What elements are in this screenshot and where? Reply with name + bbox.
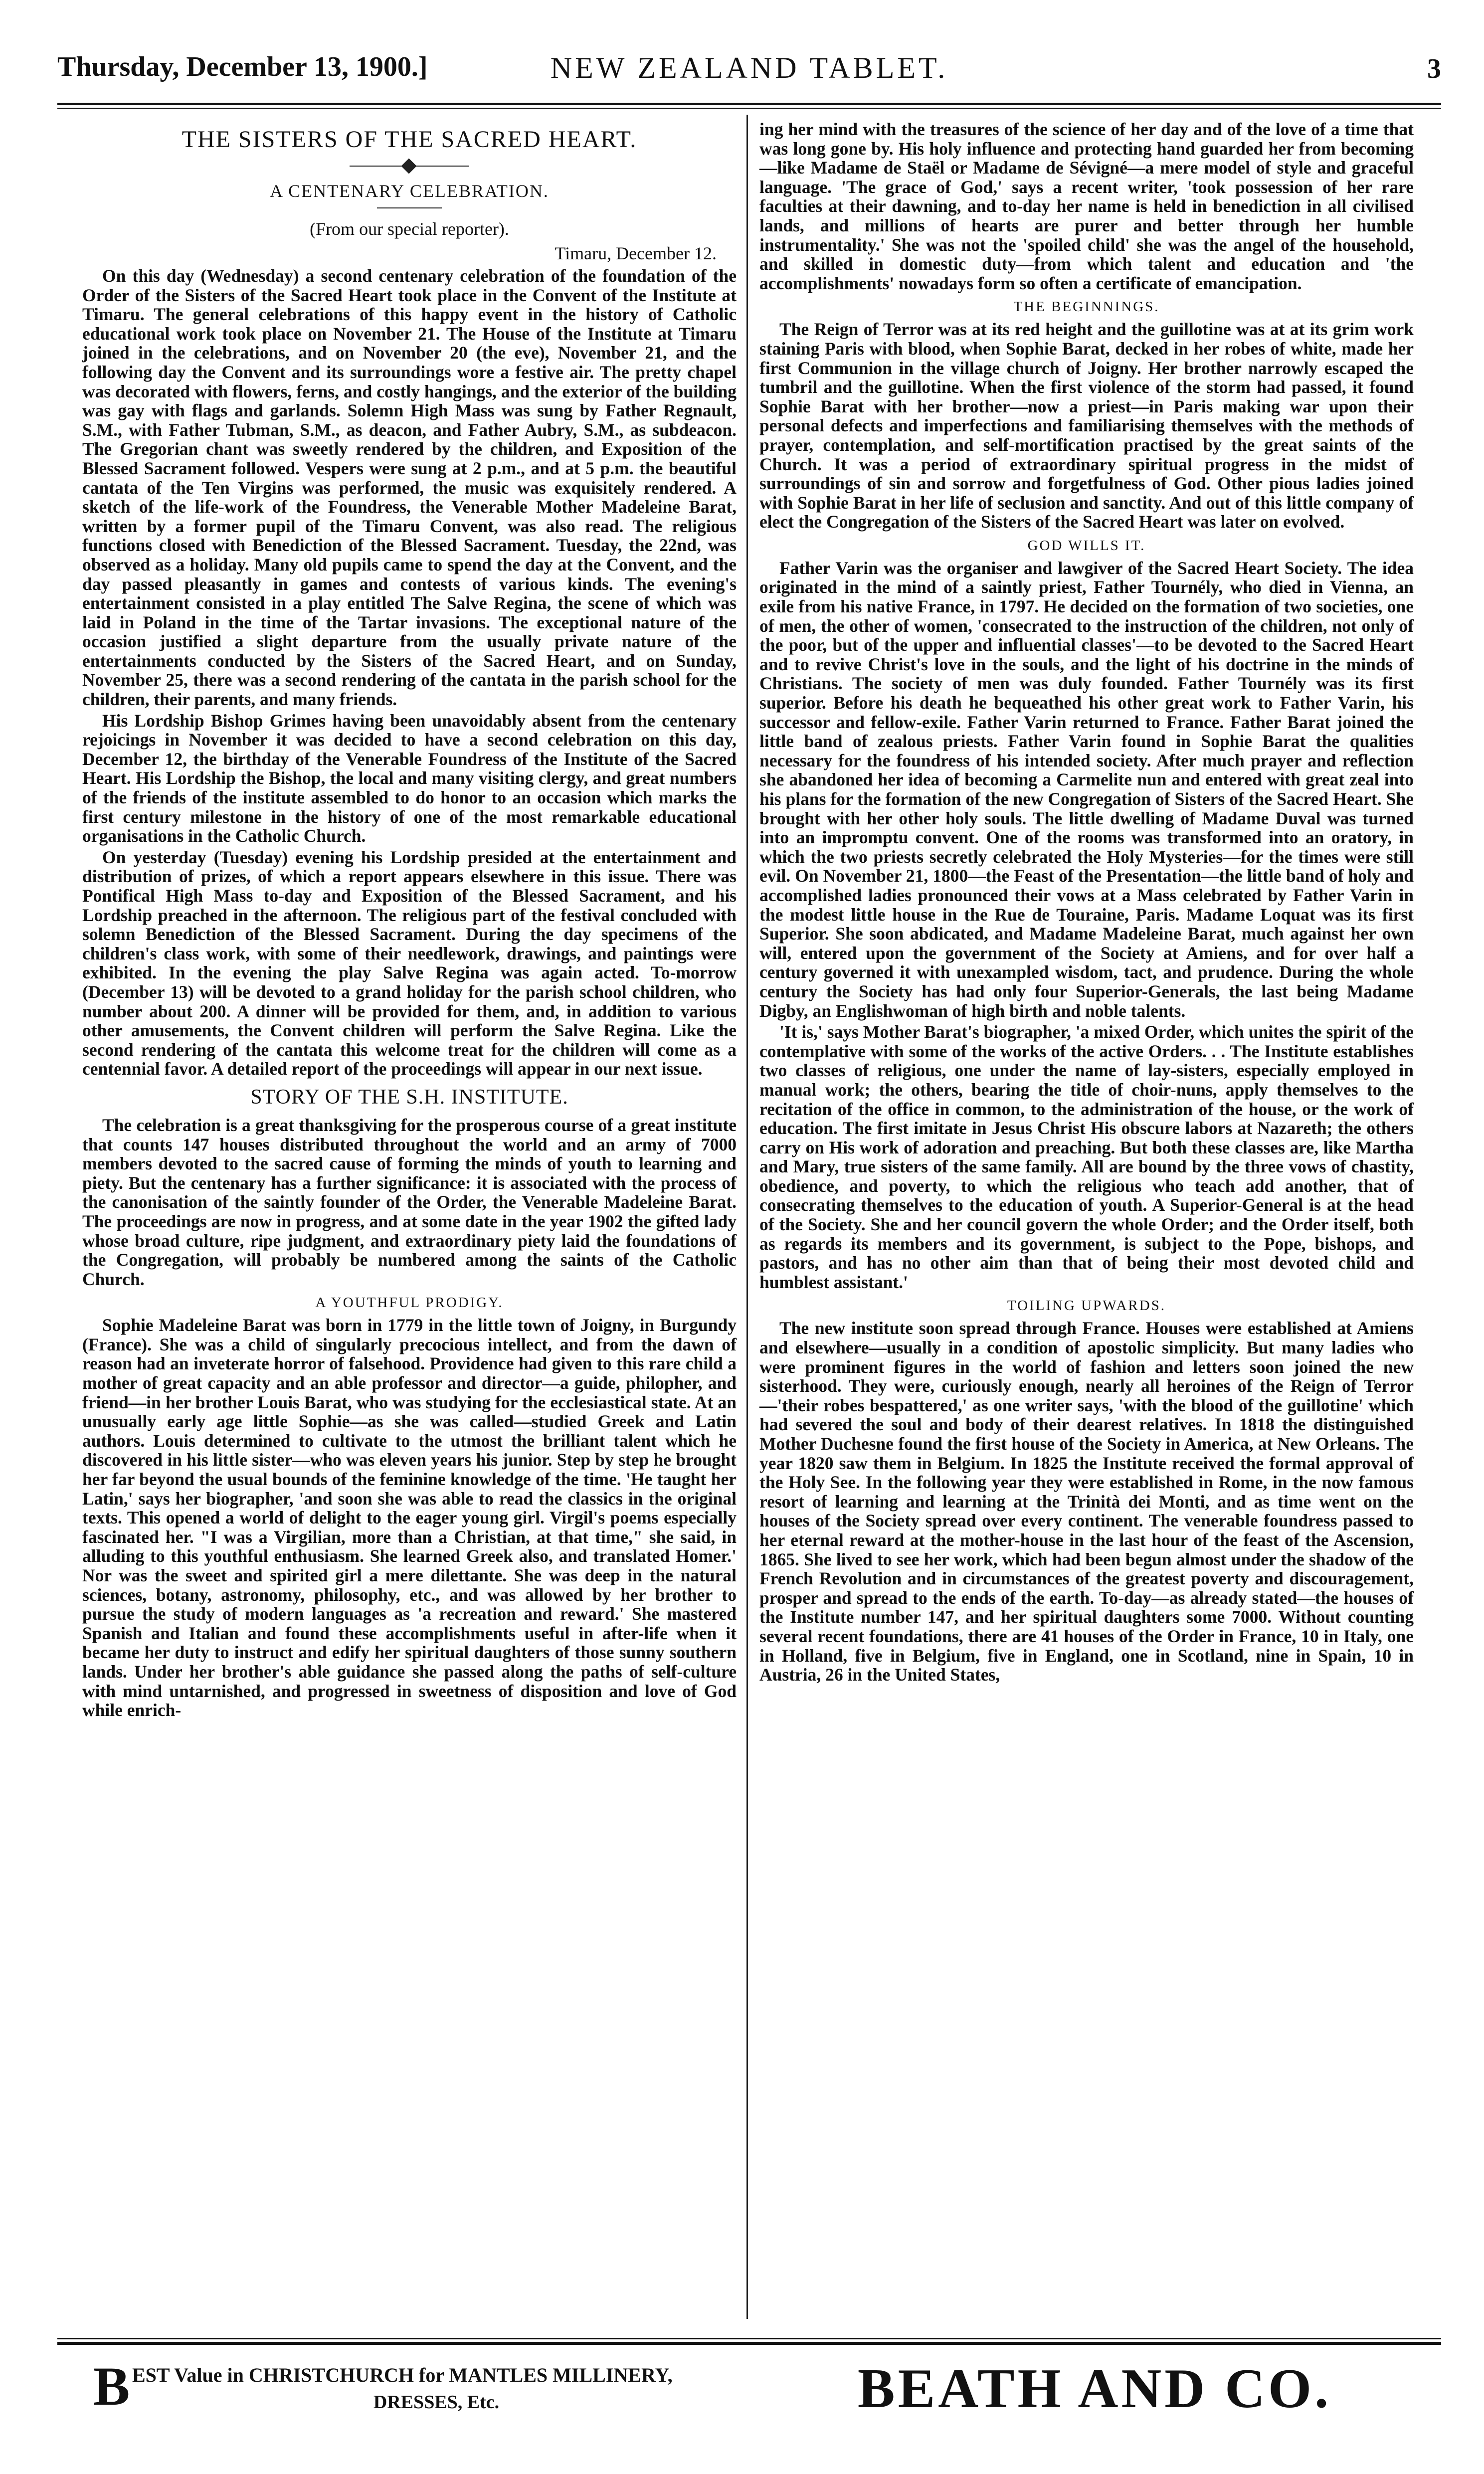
footer-rule-thick [57, 2342, 1441, 2345]
advert-initial: B [93, 2356, 130, 2417]
page-number: 3 [1427, 53, 1441, 84]
short-rule [377, 207, 442, 208]
beginnings-paragraph: The Reign of Terror was at its red height and the guillotine was at at its grim work staining Paris with blood, when Sophie Barat, decked in her robes of white, made her first Communion in the village church of Joigny. Her brother narrowly escaped the tumbril and the guillotine. When the first violence of the storm had passed, it found Sophie Barat with her brother—now a priest—in Paris making war upon their personal defects and imperfections and familiarising themselves with the methods of prayer, contemplation, and self-mortification practised by the great saints of the Church. It was a period of extraordinary spiritual progress in the midst of surroundings of sin and sorrow and forgetfulness of God. Other pious ladies joined with Sophie Barat in her life of seclusion and sanctity. And out of this little company of elect the Congregation of the Sisters of the Sacred Heart was later on evolved. [759, 319, 1414, 532]
masthead-rule-thick [57, 103, 1441, 105]
advert-text [87, 2356, 785, 2431]
advert-line-1: EST Value in CHRISTCHURCH for MANTLES MILLINERY, [132, 2364, 673, 2386]
toiling-paragraph: The new institute soon spread through France. Houses were established at Amiens and elsewhere—usually in a condition of apostolic simplicity. But many ladies who were prominent figures in the world of fashion and letters soon joined the new sisterhood. They were, curiously enough, nearly all heroines of the Reign of Terror—'their robes bespattered,' as one writer says, 'with the blood of the guillotine' which had severed the soul and body of their dearest relatives. In 1818 the distinguished Mother Duchesne found the first house of the Society in America, at New Orleans. The year 1820 saw them in Belgium. In 1825 the Institute received the formal approval of the Holy See. In the following year they were established in Rome, in the now famous resort of learning and learning at the Trinità dei Monti, and as time went on the houses of the Society spread over every continent. The venerable foundress passed to her eternal reward at the mother-house in the last hour of the feast of the Ascension, 1865. She lived to see her work, which had been begun almost under the shadow of the French Revolution and in circumstances of the greatest poverty and discouragement, prosper and spread to the ends of the earth. To-day—as already stated—the houses of the Institute number 147, and her spiritual daughters some 7000. Without counting several recent foundations, there are 41 houses of the Order in France, 10 in Italy, one in Holland, five in Belgium, five in England, one in Scotland, nine in Spain, 10 in Austria, 26 in the United States, [759, 1318, 1414, 1685]
masthead-rule-thin [57, 108, 1441, 109]
ornamental-rule [350, 159, 469, 174]
paper-title: NEW ZEALAND TABLET. [550, 51, 948, 84]
prodigy-heading: A YOUTHFUL PRODIGY. [315, 1295, 504, 1311]
god-wills-paragraph-2: 'It is,' says Mother Barat's biographer, 'a mixed Order, which unites the spirit of the contemplative with some of the works of the active Orders. . . The Institute establishes two classes of religious, one under the name of lay-sisters, especially employed in manual work; the others, bearing the title of choir-nuns, apply themselves to the recitation of the office in common, to the administration of the house, or the work of education. The first imitate in Jesus Christ His obscure labors at Nazareth; the others carry on His work of adoration and preaching. But both these classes are, like Martha and Mary, true sisters of the same family. All are bound by the three vows of chastity, obedience, and poverty, to which the religious who teach add another, that of consecrating themselves to the education of youth. A Superior-General is at the head of the Society. She and her council govern the whole Order; and the Order itself, both as regards its members and its government, is subject to the Pope, bishops, and pastors, and has no other aim than that of being their most devoted child and humblest assistant.' [759, 1022, 1414, 1292]
intro-paragraph-2: His Lordship Bishop Grimes having been unavoidably absent from the centenary rejoicings in November it was decided to have a second celebration on this day, December 12, the birthday of the Venerable Foundress of the Institute of the Sacred Heart. His Lordship the Bishop, the local and many visiting clergy, and great numbers of the friends of the institute assembled to do honor to an occasion which marks the first century milestone in the history of one of the most remarkable educational organisations in the Catholic Church. [82, 710, 737, 846]
prodigy-paragraph: Sophie Madeleine Barat was born in 1779 in the little town of Joigny, in Burgundy (France). She was a child of singularly precocious intellect, and from the dawn of reason had an inveterate horror of falsehood. Providence had given to this rare child a mother of great capacity and an able professor and director—a guide, philopher, and friend—in her brother Louis Barat, who was studying for the ecclesiastical state. At an unusually early age little Sophie—as she was called—studied Greek and Latin authors. Louis determined to cultivate to the utmost the brilliant talent which he discovered in his little sister—who was eleven years his junior. Step by step he brought her far beyond the usual bounds of the feminine knowledge of the time. 'He taught her Latin,' says her biographer, 'and soon she was able to read the classics in the original texts. This opened a world of delight to the eager young girl. Virgil's poems especially fascinated her. "I was a Virgilian, more than a Christian, at that time," she said, in alluding to this youthful enthusiasm. She learned Greek also, and translated Homer.' Nor was the sweet and spirited girl a mere dilettante. She was deep in the natural sciences, botany, astronomy, philosophy, etc., and was allowed by her brother to pursue the study of modern languages as 'a recreation and reward.' She mastered Spanish and Italian and found these accomplishments useful in after-life when it became her duty to instruct and edify her spiritual daughters of those sunny southern lands. Under her brother's able guidance she passed along the paths of self-culture with mind untarnished, and progressed in sweetness of disposition and love of God while enrich- [82, 1315, 737, 1720]
intro-paragraph-1: On this day (Wednesday) a second centenary celebration of the foundation of the Order of the Sisters of the Sacred Heart took place in the Convent of the Institute at Timaru. The general celebrations of this happy event in the history of Catholic educational work took place on November 21. The House of the Institute at Timaru joined in the celebrations, and on November 20 (the eve), November 21, and the following day the Convent and its surroundings wore a festive air. The pretty chapel was decorated with flowers, ferns, and costly hangings, and the exterior of the building was gay with flags and garlands. Solemn High Mass was sung by Father Regnault, S.M., with Father Tubman, S.M., as deacon, and Father Aubry, S.M., as subdeacon. The Gregorian chant was sweetly rendered by the children, and Exposition of the Blessed Sacrament followed. Vespers were sung at 2 p.m., and at 5 p.m. the beautiful cantata of the Ten Virgins was performed, the music was exquisitely rendered. A sketch of the life-work of the Foundress, the Venerable Mother Madeleine Barat, written by a former pupil of the Timaru Convent, was also read. The religious functions closed with Benediction of the Blessed Sacrament. Tuesday, the 22nd, was observed as a holiday. Many old pupils came to spend the day at the Convent, and the day passed pleasantly in games and contests of various kinds. The evening's entertainment consisted in a play entitled The Salve Regina, the scene of which was laid in Poland in the time of the Tartar invasions. The exceptional nature of the occasion justified a slight departure from the usually private nature of the entertainments conducted by the Sisters of the Sacred Heart, and on Sunday, November 25, there was a second rendering of the cantata in the parish school for the children, their parents, and many friends. [82, 266, 737, 710]
footer-rule-thin [57, 2338, 1441, 2339]
story-heading: STORY OF THE S.H. INSTITUTE. [250, 1085, 568, 1109]
byline: (From our special reporter). [310, 219, 509, 239]
intro-paragraph-3: On yesterday (Tuesday) evening his Lordship presided at the entertainment and distribution of prizes, of which a report appears elsewhere in this issue. There was Pontifical High Mass to-day and Exposition of the Blessed Sacrament, and his Lordship preached in the afternoon. The religious part of the festival concluded with solemn Benediction of the Blessed Sacrament. During the day specimens of the children's class work, with some of their needlework, drawings, and paintings were exhibited. In the evening the play Salve Regina was again acted. To-morrow (December 13) will be devoted to a grand holiday for the parish school children, who number about 200. A dinner will be provided for them, and, in addition to various other amusements, the Convent children will perform the Salve Regina. Like the second rendering of the cantata this welcome treat for the children will come as a centennial favor. A detailed report of the proceedings will appear in our next issue. [82, 847, 737, 1079]
continued-paragraph: ing her mind with the treasures of the science of her day and of the love of a time that was long gone by. His holy influence and protecting hand guarded her from becoming—like Madame de Staël or Madame de Sévigné—a mere model of style and graceful language. 'The grace of God,' says a recent writer, 'took possession of her rare faculties at their dawning, and to-day her name is held in benediction in all civilised lands, and millions of hearts are purer and better through her humble instrumentality.' She was not the 'spoiled child' she was the angel of the household, and skilled in domestic duty—from which talent and education and 'the accomplishments' nowadays form so often a certificate of emancipation. [759, 119, 1414, 293]
left-column [82, 120, 737, 1722]
toiling-heading: TOILING UPWARDS. [1007, 1298, 1166, 1314]
right-column [759, 120, 1414, 1687]
dateline: Timaru, December 12. [555, 243, 717, 263]
advert-line-2: DRESSES, Etc. [373, 2392, 500, 2413]
advert-brand: BEATH AND CO. [857, 2358, 1332, 2420]
column-divider [746, 115, 748, 2319]
article-subtitle: A CENTENARY CELEBRATION. [270, 181, 549, 201]
god-wills-paragraph-1: Father Varin was the organiser and lawgiver of the Sacred Heart Society. The idea originated in the mind of a saintly priest, Father Tournély, who died in Vienna, an exile from his native France, in 1797. He decided on the formation of two societies, one of men, the other of women, 'consecrated to the instruction of the children, not only of the poor, but of the upper and influential classes'—to be devoted to the Sacred Heart and to revive Christ's love in the souls, and the light of his doctrine in the minds of Christians. The society of men was duly founded. Father Tournély was its first superior. Before his death he bequeathed his other great work to Father Varin, his successor and fellow-exile. Father Varin returned to France. Father Barat joined the little band of zealous priests. Father Varin found in Sophie Barat the qualities necessary for the foundress of his intended society. After much prayer and reflection she abandoned her idea of becoming a Carmelite nun and entered with great zeal into his plans for the formation of the new Congregation of Sisters of the Sacred Heart. She brought with her other holy souls. The little dwelling of Madame Duval was turned into an impromptu convent. One of the rooms was transformed into an oratory, in which the two priests secretly celebrated the Holy Mysteries—for the times were still evil. On November 21, 1800—the Feast of the Presentation—the little band of holy and accomplished ladies pronounced their vows at a Mass celebrated by Father Varin in the modest little house in the Rue de Touraine, Paris. Madame Loquat was its first Superior. She soon abdicated, and Madame Madeleine Barat, much against her own will, entered upon the government of the Society at Amiens, and for over half a century governed it with unexampled wisdom, tact, and prudence. During the whole century the Society has had only four Superior-Generals, the last being Madame Digby, an Englishwoman of high birth and noble talents. [759, 558, 1414, 1021]
article-title: THE SISTERS OF THE SACRED HEART. [182, 126, 637, 153]
issue-date: Thursday, December 13, 1900.] [57, 51, 428, 82]
story-paragraph: The celebration is a great thanksgiving for the prosperous course of a great institute that counts 147 houses distributed throughout the world and an army of 7000 members devoted to the sacred cause of forming the minds of youth to learning and piety. But the centenary has a further significance: it is associated with the process of the canonisation of the saintly founder of the Order, the Venerable Madeleine Barat. The proceedings are now in progress, and at some date in the year 1902 the gifted lady whose broad culture, ripe judgment, and extraordinary piety laid the foundations of the Congregation, will probably be numbered among the saints of the Catholic Church. [82, 1115, 737, 1289]
god-wills-heading: GOD WILLS IT. [1027, 537, 1146, 554]
beginnings-heading: THE BEGINNINGS. [1013, 299, 1160, 315]
masthead [57, 46, 1441, 101]
